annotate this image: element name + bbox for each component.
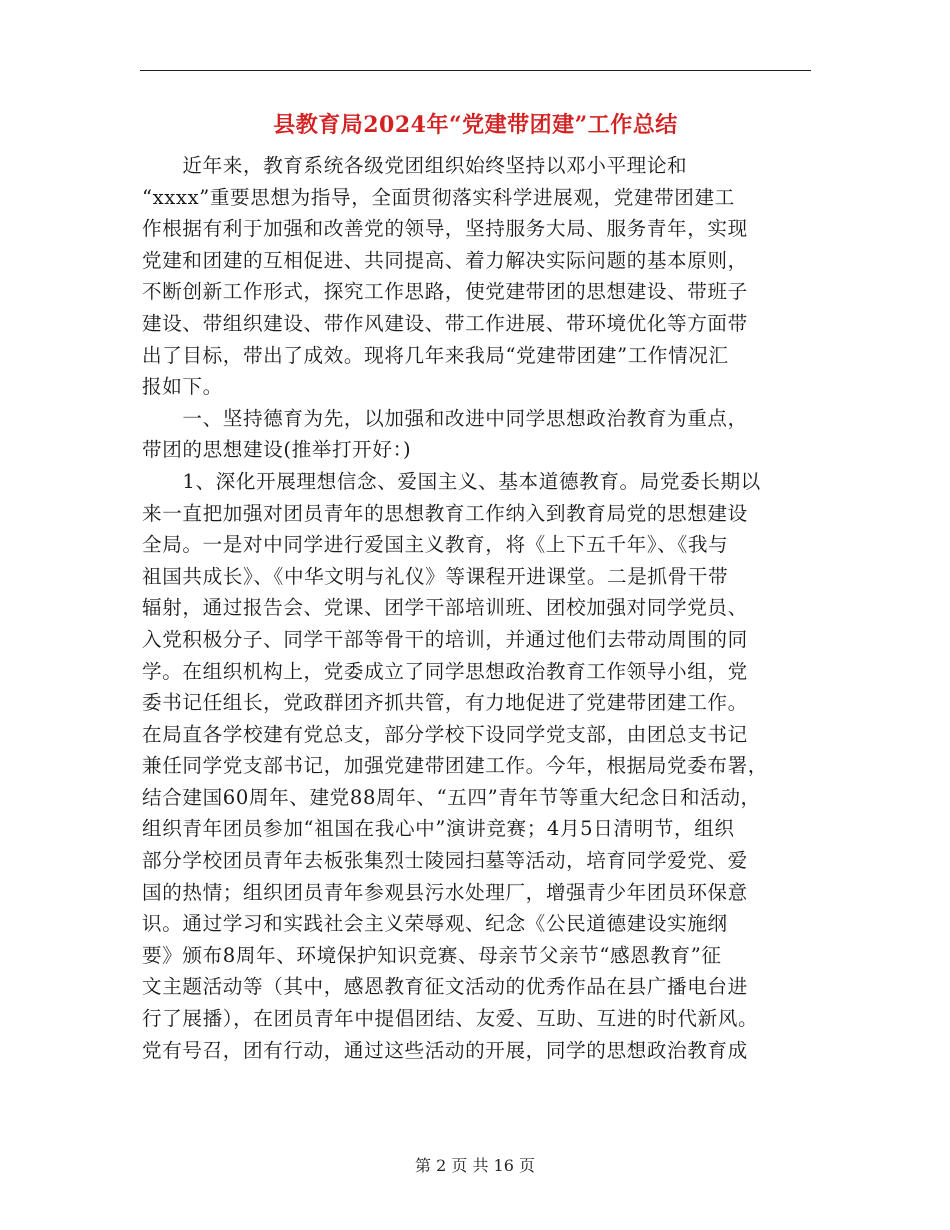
- body-line: 委书记任组长，党政群团齐抓共管，有力地促进了党建带团建工作。: [142, 691, 748, 715]
- body-line: 结合建国60周年、建党88周年、“五四”青年节等重大纪念日和活动，: [142, 785, 761, 809]
- body-line: 带团的思想建设(推举打开好：): [142, 438, 412, 462]
- body-line: 文主题活动等（其中，感恩教育征文活动的优秀作品在县广播电台进: [142, 975, 748, 999]
- body-line: 辐射，通过报告会、党课、团学干部培训班、团校加强对同学党员、: [142, 596, 748, 620]
- body-line: 国的热情；组织团员青年参观县污水处理厂，增强青少年团员环保意: [142, 880, 748, 904]
- body-line: 在局直各学校建有党总支，部分学校下设同学党支部，由团总支书记: [142, 722, 748, 746]
- body-line: 祖国共成长》、《中华文明与礼仪》等课程开进课堂。二是抓骨干带: [142, 564, 729, 588]
- body-line: 党有号召，团有行动，通过这些活动的开展，同学的思想政治教育成: [142, 1038, 748, 1062]
- document-title: 县教育局2024年“党建带团建”工作总结: [273, 112, 678, 138]
- page-number: 第 2 页 共 16 页: [415, 1156, 535, 1175]
- body-line: 来一直把加强对团员青年的思想教育工作纳入到教育局党的思想建设: [142, 501, 748, 525]
- body-line: 出了目标，带出了成效。现将几年来我局“党建带团建”工作情况汇: [142, 343, 729, 367]
- body-line: 要》颁布8周年、环境保护知识竞赛、母亲节父亲节“感恩教育”征: [142, 943, 722, 967]
- body-line: 一、坚持德育为先，以加强和改进中同学思想政治教育为重点，: [142, 406, 748, 430]
- body-line: 1、深化开展理想信念、爱国主义、基本道德教育。局党委长期以: [142, 469, 761, 493]
- body-line: “xxxx”重要思想为指导，全面贯彻落实科学进展观，党建带团建工: [142, 185, 735, 209]
- body-line: 行了展播），在团员青年中提倡团结、友爱、互助、互进的时代新风。: [142, 1007, 759, 1031]
- body-line: 建设、带组织建设、带作风建设、带工作进展、带环境优化等方面带: [142, 311, 748, 335]
- body-line: 部分学校团员青年去板张集烈士陵园扫墓等活动，培育同学爱党、爱: [142, 849, 748, 873]
- body-line: 近年来，教育系统各级党团组织始终坚持以邓小平理论和: [142, 154, 688, 177]
- body-line: 识。通过学习和实践社会主义荣辱观、纪念《公民道德建设实施纲: [142, 912, 728, 936]
- body-line: 党建和团建的互相促进、共同提高、着力解决实际问题的基本原则，: [142, 248, 748, 272]
- body-line: 全局。一是对中同学进行爱国主义教育，将《上下五千年》、《我与: [142, 533, 729, 557]
- body-line: 报如下。: [142, 375, 223, 399]
- body-line: 入党积极分子、同学干部等骨干的培训，并通过他们去带动周围的同: [142, 627, 748, 651]
- document-body: [142, 150, 822, 1066]
- body-line: 组织青年团员参加“祖国在我心中”演讲竞赛；4月5日清明节，组织: [142, 817, 735, 841]
- header-rule: [140, 70, 811, 71]
- body-line: 学。在组织机构上，党委成立了同学思想政治教育工作领导小组，党: [142, 659, 748, 683]
- body-line: 作根据有利于加强和改善党的领导，坚持服务大局、服务青年，实现: [142, 217, 748, 241]
- body-line: 不断创新工作形式，探究工作思路，使党建带团的思想建设、带班子: [142, 280, 748, 304]
- body-line: 兼任同学党支部书记，加强党建带团建工作。今年，根据局党委布署，: [142, 754, 769, 778]
